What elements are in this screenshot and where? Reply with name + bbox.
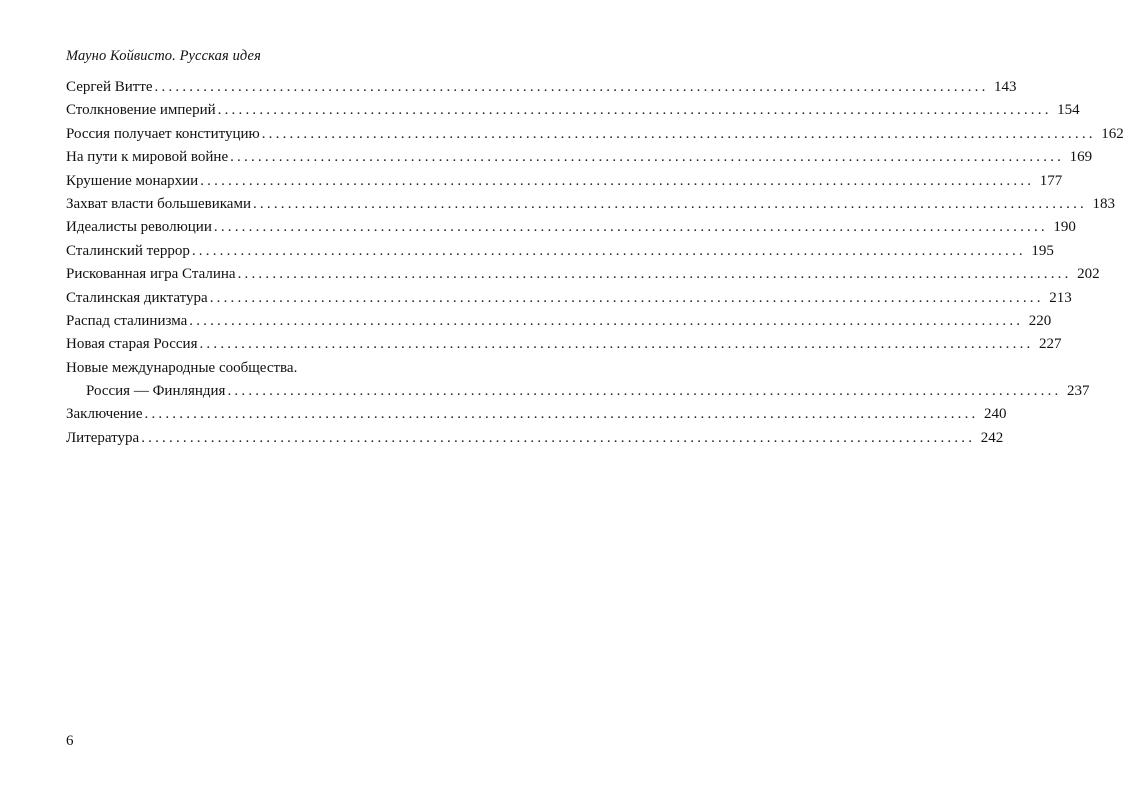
dot-leader: ........................................................................................................................ xyxy=(213,219,1048,236)
toc-entry-page: 154 xyxy=(1057,102,1080,119)
toc-entry-page: 202 xyxy=(1077,266,1100,283)
toc-entry xyxy=(66,240,1054,263)
toc-entry-page: 169 xyxy=(1069,149,1093,166)
toc-entry-title: Заключение xyxy=(66,403,145,426)
toc-entry-page: 143 xyxy=(994,79,1017,95)
toc-entry-title: Захват власти большевиками xyxy=(66,193,253,216)
toc-entry-page: 177 xyxy=(1039,172,1063,189)
toc-entry xyxy=(66,403,1007,426)
toc-entry-page: 213 xyxy=(1049,289,1072,306)
toc-entry-title: Столкновение империй xyxy=(66,99,218,122)
toc-entry-title: Идеалисты революции xyxy=(66,216,214,239)
dot-leader: ........................................................................................................................ xyxy=(200,172,1035,189)
toc-entry xyxy=(66,76,1017,99)
toc-entry-title: Литература xyxy=(66,427,141,450)
dot-leader: ........................................................................................................................ xyxy=(217,102,1052,119)
toc-entry-title: Россия получает конституцию xyxy=(66,123,262,146)
dot-leader: ........................................................................................................................ xyxy=(144,406,979,423)
toc-entry-title: Сталинская диктатура xyxy=(66,287,210,310)
toc-entry xyxy=(66,99,1080,122)
toc-entry xyxy=(66,310,1052,333)
toc-entry xyxy=(66,123,1124,146)
toc-entry-title: Крушение монархии xyxy=(66,170,200,193)
toc-entry-title: Новые международные сообщества. xyxy=(66,357,299,380)
dot-leader: ........................................................................................................................ xyxy=(199,336,1034,353)
toc-entry-page: 237 xyxy=(1066,383,1090,400)
toc-entry xyxy=(66,427,1004,450)
page-number: 6 xyxy=(66,733,74,749)
toc-entry-page: 190 xyxy=(1053,219,1076,236)
table-of-contents xyxy=(66,76,1124,450)
toc-entry-title: Распад сталинизма xyxy=(66,310,189,333)
dot-leader: ........................................................................................................................ xyxy=(261,125,1096,142)
toc-entry xyxy=(66,263,1100,286)
toc-entry xyxy=(66,380,1090,403)
toc-entry-page: 162 xyxy=(1101,125,1124,142)
dot-leader: ........................................................................................................................ xyxy=(191,242,1026,259)
dot-leader: ........................................................................................................................ xyxy=(209,289,1044,306)
dot-leader: ........................................................................................................................ xyxy=(237,266,1072,283)
dot-leader: ........................................................................................................................ xyxy=(230,149,1065,166)
toc-entry-continued-heading xyxy=(66,357,470,380)
toc-entry-title: Сталинский террор xyxy=(66,240,192,263)
toc-entry-page: 242 xyxy=(980,429,1004,446)
dot-leader: ........................................................................................................................ xyxy=(154,79,989,95)
toc-entry-page: 183 xyxy=(1092,195,1115,212)
toc-entry xyxy=(66,333,1062,356)
toc-entry-title: Рискованная игра Сталина xyxy=(66,263,238,286)
dot-leader: ........................................................................................................................ xyxy=(227,383,1062,400)
toc-entry-page: 240 xyxy=(984,406,1007,423)
toc-entry-title: Сергей Витте xyxy=(66,76,155,99)
toc-entry-title: Новая старая Россия xyxy=(66,333,199,356)
dot-leader: ........................................................................................................................ xyxy=(189,312,1024,329)
toc-entry xyxy=(66,193,1115,216)
toc-entry-title: Россия — Финляндия xyxy=(86,380,227,403)
toc-entry xyxy=(66,287,1072,310)
running-header: Мауно Койвисто. Русская идея xyxy=(66,48,261,64)
toc-entry-title: На пути к мировой войне xyxy=(66,146,230,169)
toc-entry xyxy=(66,170,1063,193)
dot-leader: ........................................................................................................................ xyxy=(252,195,1087,212)
toc-entry xyxy=(66,216,1076,239)
toc-entry xyxy=(66,146,1093,169)
toc-entry-page: 195 xyxy=(1031,242,1054,259)
toc-entry-page: 220 xyxy=(1028,312,1052,329)
toc-entry-page: 227 xyxy=(1038,336,1062,353)
dot-leader: ........................................................................................................................ xyxy=(141,429,976,446)
